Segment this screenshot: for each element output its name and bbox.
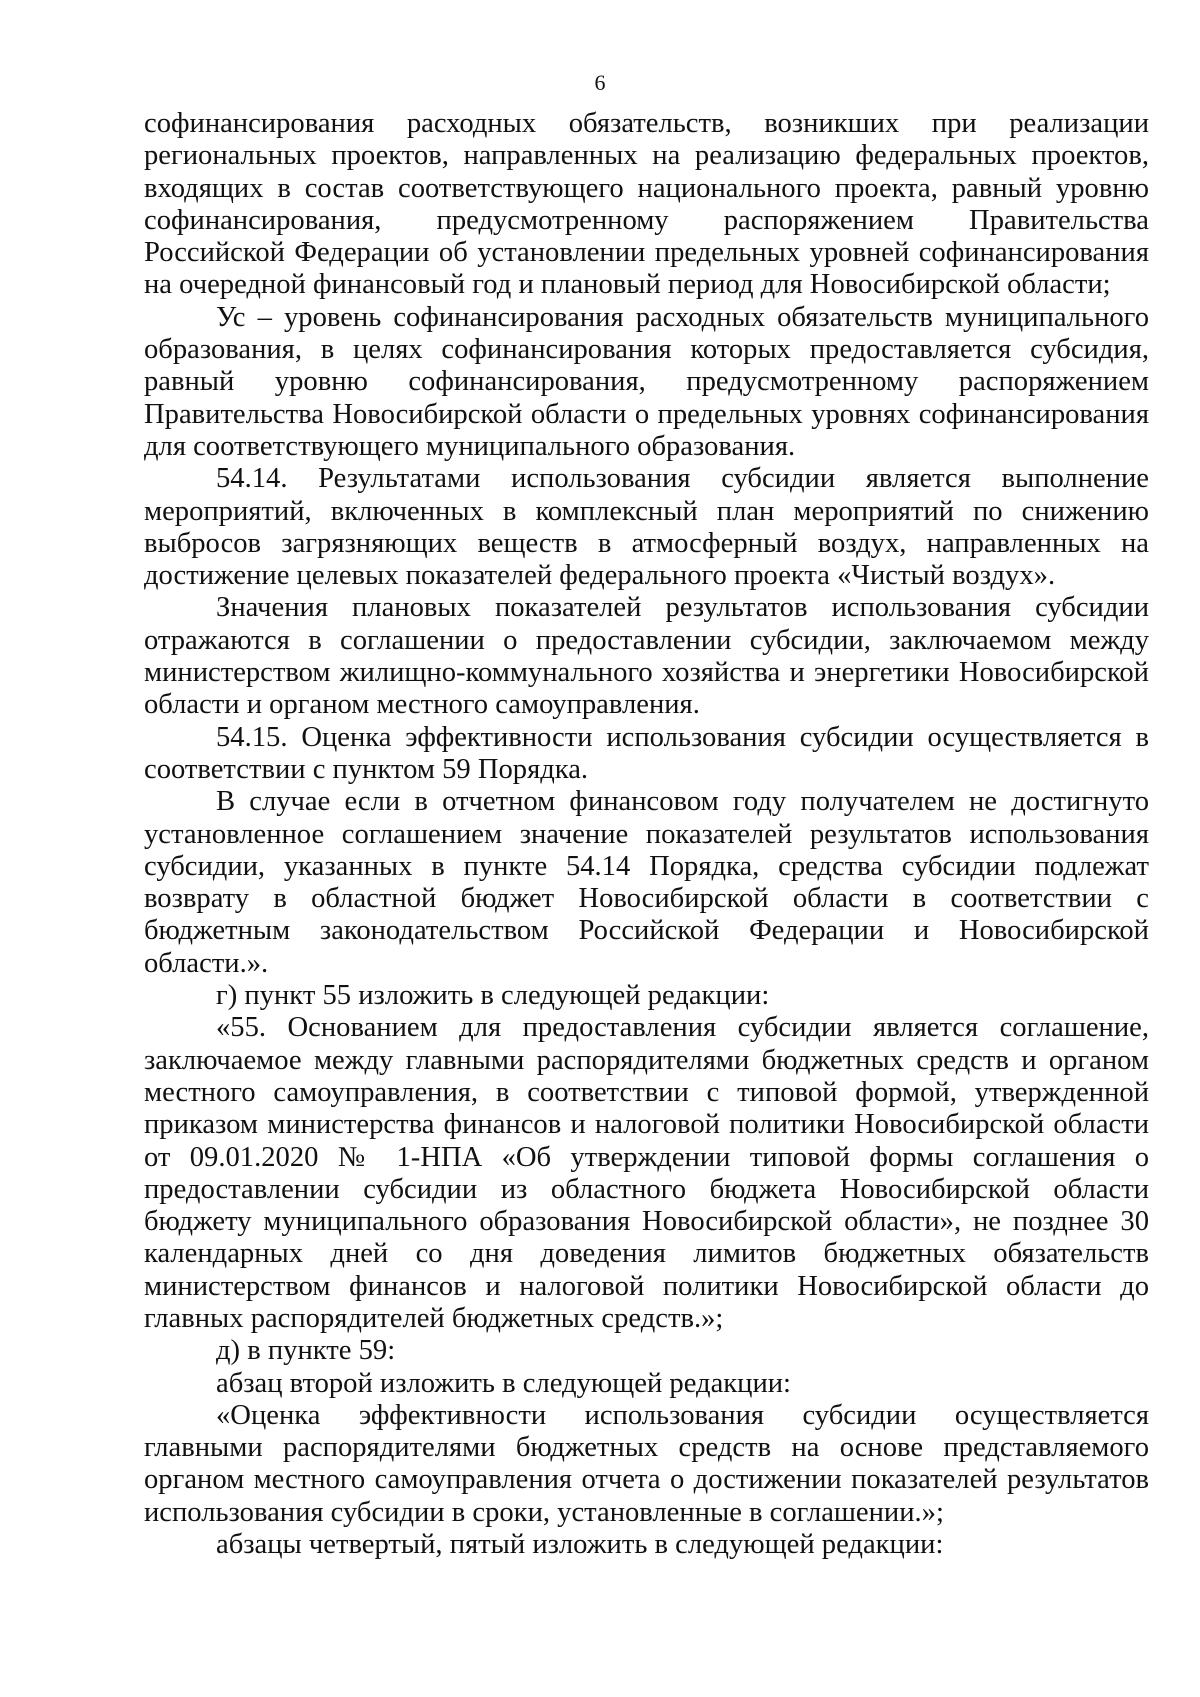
- document-paragraph: Ус – уровень софинансирования расходных обязательств муниципального образования, в целях софинансирования которых предоставляется субсидия, равный уровню софинансирования, предусмотренному распоряжением Правительства Новосибирской области о предельных уровнях софинансирования для соответствующего муниципального образования.: [144, 301, 1149, 462]
- document-paragraph: софинансирования расходных обязательств, возникших при реализации региональных проектов, направленных на реализацию федеральных проектов, входящих в состав соответствующего национального проекта, равный уровню софинансирования, предусмотренному распоряжением Правительства Российской Федерации об установлении предельных уровней софинансирования на очередной финансовый год и плановый период для Новосибирской области;: [144, 108, 1149, 301]
- document-paragraph: г) пункт 55 изложить в следующей редакции:: [216, 980, 770, 1012]
- document-body: [144, 108, 1149, 1561]
- document-paragraph: абзац второй изложить в следующей редакции:: [216, 1367, 792, 1399]
- document-paragraph: д) в пункте 59:: [216, 1335, 396, 1367]
- document-paragraph: 54.15. Оценка эффективности использования субсидии осуществляется в соответствии с пунктом 59 Порядка.: [144, 721, 1149, 785]
- document-paragraph: 54.14. Результатами использования субсидии является выполнение мероприятий, включенных в комплексный план мероприятий по снижению выбросов загрязняющих веществ в атмосферный воздух, направленных на достижение целевых показателей федерального проекта «Чистый воздух».: [144, 463, 1149, 592]
- document-paragraph: абзацы четвертый, пятый изложить в следующей редакции:: [216, 1529, 944, 1561]
- document-paragraph: «Оценка эффективности использования субсидии осуществляется главными распорядителями бюджетных средств на основе представляемого органом местного самоуправления отчета о достижении показателей результатов использования субсидии в сроки, установленные в соглашении.»;: [144, 1399, 1149, 1528]
- page-number: 6: [594, 70, 606, 95]
- document-paragraph: В случае если в отчетном финансовом году получателем не достигнуто установленное соглашением значение показателей результатов использования субсидии, указанных в пункте 54.14 Порядка, средства субсидии подлежат возврату в областной бюджет Новосибирской области в соответствии с бюджетным законодательством Российской Федерации и Новосибирской области.».: [144, 786, 1149, 979]
- document-paragraph: Значения плановых показателей результатов использования субсидии отражаются в соглашении о предоставлении субсидии, заключаемом между министерством жилищно-коммунального хозяйства и энергетики Новосибирской области и органом местного самоуправления.: [144, 592, 1149, 721]
- document-paragraph: «55. Основанием для предоставления субсидии является соглашение, заключаемое между главными распорядителями бюджетных средств и органом местного самоуправления, в соответствии с типовой формой, утвержденной приказом министерства финансов и налоговой политики Новосибирской области от 09.01.2020 № 1-НПА «Об утверждении типовой формы соглашения о предоставлении субсидии из областного бюджета Новосибирской области бюджету муниципального образования Новосибирской области», не позднее 30 календарных дней со дня доведения лимитов бюджетных обязательств министерством финансов и налоговой политики Новосибирской области до главных распорядителей бюджетных средств.»;: [144, 1012, 1149, 1334]
